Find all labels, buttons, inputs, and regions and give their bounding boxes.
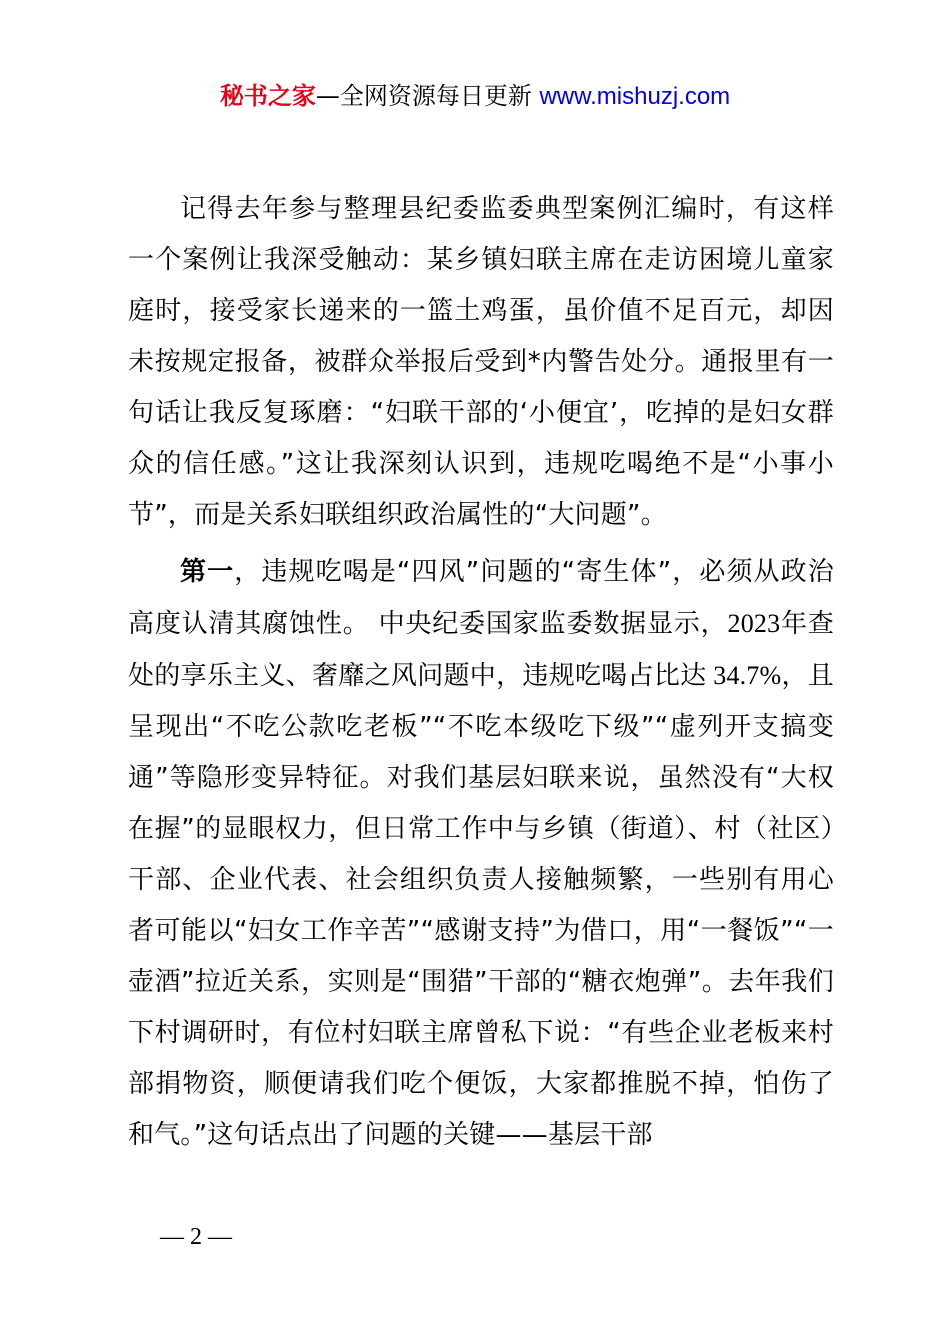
site-url-link[interactable]: www.mishuzj.com	[539, 83, 731, 110]
paragraph-2-text-c: ，且呈现出“不吃公款吃老板”“不吃本级吃下级”“虚列开支搞变通”等隐形变异特征。对我们基层妇联来说，虽然没有“大权在握”的显眼权力，但日常工作中与乡镇（街道）、村（社区）干部、企业代表、社会组织负责人接触频繁，一些别有用心者可能以“妇女工作辛苦”“感谢支持”为借口，用“一餐饭”“一壶酒”拉近关系，实则是“围猎”干部的“糖衣炮弹”。去年我们下村调研时，有位村妇联主席曾私下说：“有些企业老板来村部捐物资，顺便请我们吃个便饭，大家都推脱不掉，怕伤了和气。”这句话点出了问题的关键——基层干部	[128, 661, 834, 1150]
brand-name: 秘书之家	[219, 82, 316, 110]
header-tagline: —全网资源每日更新	[315, 82, 532, 110]
paragraph-2-text-b: 年查处的享乐主义、奢靡之风问题中，违规吃喝占比达	[128, 609, 834, 691]
document-body	[128, 184, 834, 1161]
site-header	[0, 80, 950, 113]
paragraph-2-text-a: ，违规吃喝是“四风”问题的“寄生体”，必须从政治高度认清其腐蚀性。 中央纪委国家监委数据显示，	[128, 557, 834, 639]
paragraph-2-year: 2023	[727, 609, 781, 638]
paragraph-2-percent: 34.7%	[706, 661, 782, 690]
paragraph-2-lead: 第一	[180, 557, 235, 587]
paragraph-1: 记得去年参与整理县纪委监委典型案例汇编时，有这样一个案例让我深受触动：某乡镇妇联主席在走访困境儿童家庭时，接受家长递来的一篮土鸡蛋，虽价值不足百元，却因未按规定报备，被群众举报后受到*内警告处分。通报里有一句话让我反复琢磨：“妇联干部的‘小便宜’，吃掉的是妇女群众的信任感。”这让我深刻认识到，违规吃喝绝不是“小事小节”，而是关系妇联组织政治属性的“大问题”。	[128, 194, 834, 530]
page-number: — 2 —	[160, 1224, 232, 1250]
paragraph-2	[128, 547, 834, 1161]
